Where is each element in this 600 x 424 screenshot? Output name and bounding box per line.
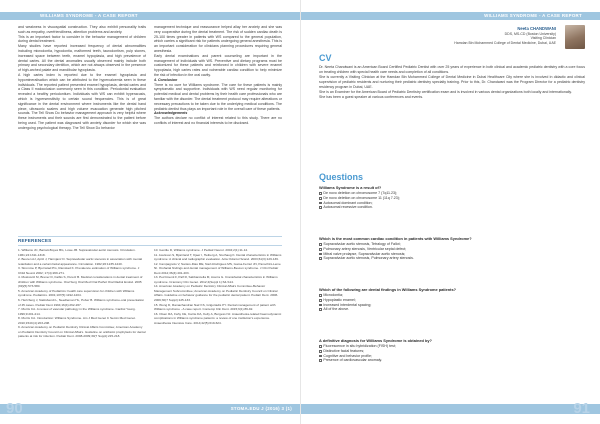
- checkbox[interactable]: [319, 248, 322, 251]
- cv-heading: CV: [319, 53, 332, 63]
- answer-label: De novo deletion on chromosome 11 (11q 7.23);: [323, 196, 400, 200]
- answer-option[interactable]: [319, 205, 585, 210]
- answer-label: Supravalvular aortic stenosis, Pulmonary artery stenosis.: [323, 256, 414, 261]
- checkbox[interactable]: [319, 192, 322, 195]
- checkbox[interactable]: [319, 355, 322, 358]
- cv-paragraph: Dr. Neeta Chandwani is an American Board Certified Pediatric Dentist with over 25 years of experience in both clinical and academic pediatric dentistry with a core focus on treating children with special health care needs and completion of all conditions.: [319, 65, 585, 74]
- answer-label: Autosomal recessive condition.: [323, 205, 373, 210]
- running-header-left: WILLIAMS SYNDROME - A CASE REPORT: [40, 13, 138, 18]
- references-column-2: [154, 248, 282, 325]
- references-divider: [18, 245, 282, 246]
- body-paragraph: Early dental examinations and parent counseling are important in the management of individuals with WS. Preventive and dietary programs must be customized for these patients and reinforced in children with severe enamel hypoplasia, high caries rates and vulnerable cardiac condition to help minimize the risk of infection in the oral cavity.: [154, 53, 282, 77]
- answer-label: All of the above.: [323, 307, 350, 312]
- question-text: A definitive diagnosis for Williams Syndrome is obtained by?: [319, 338, 432, 343]
- reference-item: 14. American Academy on Pediatric Dentistry Clinical Affairs Committee-Behavior Management Subcommittee; American Academy on Pediatric Dentistry Council on Clinical Affairs. Guideline on behavior guidance for the pediatric dental patient. Pediatr Dent. 2008-2009;30(7 Suppl):125-133.: [154, 284, 279, 303]
- reference-item: 10. Gentile D, Williams syndrome. J Pediatr Neurol. 2004;2(1):11-14.: [154, 248, 248, 252]
- checkbox[interactable]: [319, 197, 322, 200]
- questions-heading: Questions: [319, 172, 364, 182]
- answer-label: Microdontia;: [323, 293, 343, 298]
- conclusion-text: There is no cure for Williams syndrome. The care for these patients is mainly symptomatic and supportive. Individuals with WS need regular monitoring for potential medical and dental problems by their health care professionals who are familiar with the disorder. The dental treatment protocol may require alterations or necessary precautions to be taken due to the underlying medical conditions. The pediatric dentist thus plays an important role in the overall care of these patients.: [154, 82, 282, 111]
- checkbox[interactable]: [319, 294, 322, 297]
- references-column-1: [18, 248, 146, 339]
- answer-option[interactable]: [319, 307, 585, 312]
- references-title: REFERENCES: [18, 238, 52, 243]
- body-paragraph: A high caries index is reported due to the enamel hypoplasia and hypomineralisation which can be attributed to the hypercalcemia seen in these individuals. The reported patient presented enamel hypoplasia, dental caries and a Class II malocclusion commonly seen in this condition. Periodontal evaluation revealed a healthy periodontium. Individuals with WS can exhibit hyperacusis, which is hypersensitivity to certain sound frequencies. This is of great significance in the dental environment where instruments like the dental hand piece, ultrasonic scalers and high volume evacuation generate high pitched sounds. The Tell Show Do behavior management approach is very helpful where these instruments and their sounds are first demonstrated to the patient before being used. The patient was diagnosed with anxiety disorder for which she was undergoing psychological therapy. The Tell Show Do behavior: [18, 72, 146, 130]
- question-3: [319, 288, 585, 312]
- question-2: [319, 237, 585, 261]
- acknowledgements-heading: Acknowledgements: [154, 111, 188, 116]
- page-number: 90: [6, 400, 23, 417]
- reference-item: 6. Hertzberg J, Nakisbendi L, Needleman HL, Pober B. Williams syndrome-oral presentation of 45 cases. Pediatr Dent 1994;16(4):262-267.: [18, 298, 145, 307]
- reference-item: 2. Beuren AJ, Apitz J, Harmjanz D. Supravalvular aortic stenosis in association with mental retardation and a certain facial appearance. Circulation. 1962;26:1235-1240.: [18, 257, 142, 266]
- references-divider: [18, 236, 282, 237]
- footer-bar: [301, 404, 600, 414]
- checkbox[interactable]: [319, 350, 322, 353]
- reference-item: 12. Campagnolo V, Santos-Dias ME, Nazi-Rodrigues MS, Gama-Ferraz JN, Panochini-Leme NI. Orofacial findings and dental management of Williams-Beuren syndrome. J Clin Pediatr Dent 2012;36(4):401-403.: [154, 261, 281, 275]
- author-institution: Hamdan Bin Mohammed College of Dental Medicine, Dubai, UAE: [454, 40, 556, 45]
- answer-label: Mitral valve prolapse, Supravalvular aortic stenosis;: [323, 251, 406, 256]
- answer-label: Distinctive facial features;: [323, 349, 365, 353]
- question-text: Which of the following are dental findings in Williams Syndrome patients?: [319, 287, 457, 292]
- reference-item: 13. Pezzimenti F, Palf R, Sabbarotella M, Acerra G. Craniofacial characteristics in Williams syndrome. Craniomy Clin Genet. 2012;4(Suppl 1):S4-S14.: [154, 275, 278, 284]
- running-header-right: WILLIAMS SYNDROME - A CASE REPORT: [484, 13, 582, 18]
- answer-label: De novo deletion on chromosome 7 (7q11.23);: [323, 191, 398, 196]
- checkbox[interactable]: [319, 206, 322, 209]
- answer-label: Hypoplastic enamel;: [323, 298, 356, 302]
- acknowledgements-text: The authors declare no conflict of interest related to this study. There are no conflicts of interest and no financial interests to be disclosed.: [154, 116, 282, 125]
- checkbox[interactable]: [319, 253, 322, 256]
- reference-item: 8. Morris CA. Introduction: Williams Syndrome. Am J Med Genet C Semin Med Genet. 2010;154C(4):203-208.: [18, 316, 136, 325]
- reference-item: 1. Williams JC, Barratt-Boyes BG, Lowe JB. Supravalvular aortic stenosis. Circulation. 1961;24:1311-1318.: [18, 248, 136, 257]
- body-paragraph: This is an important factor to consider in the behavior management of children during dental treatment.: [18, 34, 146, 44]
- question-4: [319, 339, 585, 363]
- checkbox[interactable]: [319, 299, 322, 302]
- body-paragraph: and weakness in visuospatial construction. They also exhibit personality traits such as empathy, overfriendliness, attention problems and anxiety.: [18, 25, 146, 34]
- question-1: [319, 186, 585, 210]
- cv-paragraph: She is an Examiner for the American Board of Pediatric Dentistry certification exam and is involved in various dental organizations both locally and internationally.: [319, 89, 572, 94]
- answer-label: Supravalvular aortic stenosis, Tetralogy of Fallot;: [323, 242, 401, 247]
- answer-label: Pulmonary artery stenosis, Ventricular septal defect;: [323, 247, 407, 251]
- reference-item: 16. Olsen RA, Fahy CE, Carrie DA, Kelly A, Burgess NJ. Anaesthesia-related haemodynamic complications in Williams syndrome patients: a review of one institution's experience. Anaesthesia Intensive Care. 2014;42(5):619-624.: [154, 311, 282, 325]
- answer-label: Cognitive and behavior profile;: [323, 353, 372, 358]
- page-number: 91: [573, 400, 590, 417]
- author-degrees: DDS, MS-CD (Boston University): [504, 31, 556, 36]
- journal-footer: STOMA.EDU J (2016) 3 (1): [230, 406, 292, 411]
- answer-option[interactable]: [319, 256, 585, 261]
- answer-label: Increased interdental spacing;: [323, 302, 372, 307]
- reference-item: 9. American Academy on Pediatric Dentistry Clinical Affairs Committee; American Academy on Pediatric Dentistry Council on Clinical Affairs. Guideline on antibiotic prophylaxis for dental patients at risk for infection. Pediatr Dent. 2008-2009;30(7 Suppl):215-218.: [18, 325, 146, 339]
- question-text: Which is the most common cardiac condition in patients with Williams Syndrome?: [319, 236, 472, 241]
- checkbox[interactable]: [319, 308, 322, 311]
- question-text: Williams Syndrome is a result of?: [319, 185, 382, 190]
- cv-text: [319, 65, 585, 100]
- reference-item: 15. Wong D, Ramachandran Nair KS, Grigoriadis PY. Dental management of patient with Williams syndrome - A case report. Contemp Clin Dent. 2015;6(1):89-92.: [154, 302, 276, 312]
- cv-paragraph: She has been a guest speaker at various conferences and events.: [319, 95, 424, 99]
- author-photo: [565, 25, 585, 49]
- answer-label: Presence of cardiovascular anomaly.: [323, 358, 383, 363]
- reference-item: 5. American Academy of Pediatrics: health care supervision for children with Williams syndrome. Pediatrics. 2001;107(5):1192-1204.: [18, 288, 135, 298]
- body-paragraph: management technique and reassurance helped allay her anxiety and she was very cooperative during the dental treatment. The risk of sudden cardiac death is 25-100 times greater in patients with WS compared to the general population, which carries a significant risk for patients undergoing general anesthesia. This is an important consideration for clinicians planning procedures requiring general anesthesia.: [154, 25, 282, 53]
- reference-item: 4. Moskovitz M, Brener D, Faibis S, Peretz B. Medical considerations in dental treatment of children with Williams syndrome. Oral Surg Oral Med Oral Pathol Oral Radiol Endod. 2005 (99)(5):573-580.: [18, 275, 143, 289]
- conclusion-heading: 4. Conclusion: [154, 77, 178, 82]
- author-role: Visiting Clinician: [530, 36, 556, 41]
- checkbox[interactable]: [319, 257, 322, 260]
- body-column-2: [154, 25, 282, 126]
- checkbox[interactable]: [319, 243, 322, 246]
- checkbox[interactable]: [319, 304, 322, 307]
- reference-item: 3. Stromme P, Bjornstad PG, Ramstad K. Prevalence estimation of Williams syndrome. J Child Neurol 2002; 17(4):269-271.: [18, 266, 140, 275]
- checkbox[interactable]: [319, 202, 322, 205]
- reference-item: 7. Morris CA. A review of vascular pathology in the Williams syndrome. Cardiol Young. 1999;9:201-214.: [18, 307, 136, 316]
- author-name: Neeta CHANDWANI: [517, 26, 556, 31]
- answer-option[interactable]: [319, 358, 585, 363]
- answer-label: Fluorescence in situ hybridization (FISH) test;: [323, 344, 396, 349]
- answer-label: Autosomal dominant condition;: [323, 200, 373, 205]
- right-page: [300, 0, 600, 424]
- author-block: [454, 27, 556, 45]
- cv-paragraph: She is currently a Visiting Clinician at the Hamdan Bin Mohammed College of Dental Medicine in Dubai Healthcare City where she is involved in didactic and clinical supervision of pediatric residents and nurturing their pediatric dentistry specialty training. Prior to this, Dr. Chandwani was the Program Director for a pediatric dentistry residency program in Dubai, UAE.: [319, 75, 585, 89]
- checkbox[interactable]: [319, 359, 322, 362]
- body-column-1: [18, 25, 146, 131]
- reference-item: 11. Axelsson S, Bjornland T, Kjaer I, Heiberg A, Storhaug K. Dental characteristics in Williams syndrome: A clinical and radiographic evaluation. Acta Odontol Scand. 2003;61(3):129-136.: [154, 252, 282, 262]
- body-paragraph: Many studies have reported increased frequency of dental abnormalities including microdontia, hypodontia, malformed teeth, taurodontism, pulp stones, increased space between teeth, enamel hypoplasia, and high prevalence of dental caries. All the dental anomalies usually observed mainly include both primary and secondary dentition, which are not always observed in the presence of high-arched palate and mandibular hypoplasia.: [18, 44, 146, 73]
- checkbox[interactable]: [319, 345, 322, 348]
